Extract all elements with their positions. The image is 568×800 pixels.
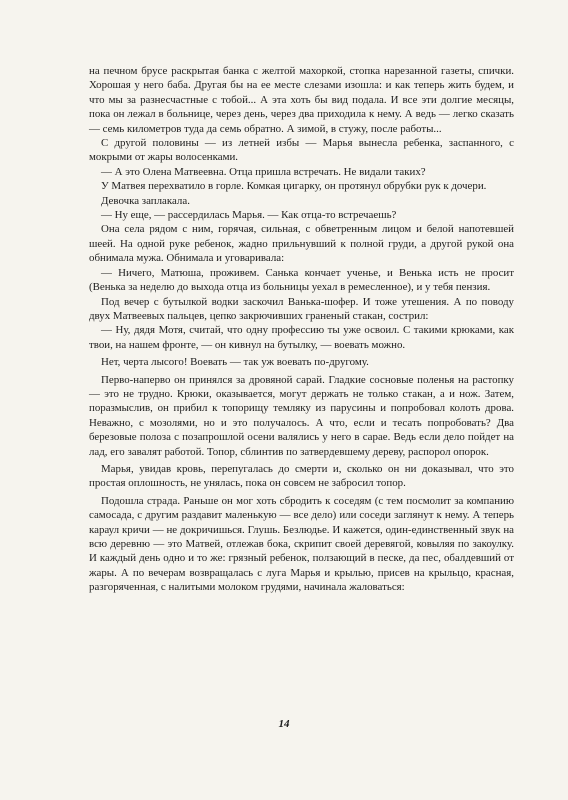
paragraph: Марья, увидав кровь, перепугалась до смерти и, сколько он ни доказывал, что это простая оплошность, не унялась, пока он совсем не забросил топор. [89, 462, 514, 490]
body-text [89, 64, 514, 595]
paragraph: Перво-наперво он принялся за дровяной сарай. Гладкие сосновые поленья на растопку — это не трудно. Крюки, оказывается, могут держать не только стакан, а и нож. Затем, поразмыслив, он прибил к топорищу темляку из парусины и попробовал колоть дрова. Неважно, с мозолями, но и это получалось. А что, если и тесать попробовать? Два березовые полоза с позапрошлой осени валялись у него в сарае. Ведь если дело пойдет на лад, его завалят работой. Топор, сблинтив по затвердевшему дереву, распорол опорок. [89, 373, 514, 458]
paragraph: — Ну, дядя Мотя, считай, что одну профессию ты уже освоил. С такими крюками, как твои, на нашем фронте, — он кивнул на бутылку, — воевать можно. [89, 324, 514, 351]
paragraph: Под вечер с бутылкой водки заскочил Ванька-шофер. И тоже утешения. А по поводу двух Матвеевых пальцев, цепко закрючивших граненый стакан, сострил: [89, 295, 514, 322]
page-number: 14 [278, 718, 290, 730]
paragraph: Девочка заплакала. [101, 194, 190, 207]
paragraph: Подошла страда. Раньше он мог хоть сбродить к соседям (с тем посмолит за компанию самосада, с другим раздавит маленькую — все дело) или соседи заглянут к нему. А теперь караул кричи — не докричишься. Глушь. Безлюдье. И кажется, один-единственный звук на всю деревню — это Матвей, отлежав бока, скрипит своей деревягой, ковыляя по закоулку. И каждый день одно и то же: грязный ребенок, ползающий в песке, да пес, обалдевший от жары. А по вечерам возвращалась с луга Марья и крылью, присев на крыльцо, красная, разгоряченная, с налитыми молоком грудями, начинала жаловаться: [89, 494, 514, 594]
paragraph: У Матвея перехватило в горле. Комкая цигарку, он протянул обрубки рук к дочери. [101, 180, 487, 193]
paragraph: Она села рядом с ним, горячая, сильная, с обветренным лицом и белой напотевшей шеей. На одной руке ребенок, жадно прильнувший к полной груди, а другой рукой она обнимала мужа. Обнимала и уговаривала: [89, 223, 514, 265]
paragraph: на печном брусе раскрытая банка с желтой махоркой, стопка нарезанной газеты, спички. Хорошая у него баба. Другая бы на ее месте слезами изошла: и как теперь жить будем, и что мы за разнесчастные с тобой... А эта хоть бы вид подала. И все эти долгие месяцы, пока он лежал в больнице, через день, через два приходила к нему. А ведь — легко сказать — семь километров туда да семь обратно. А зимой, в стужу, после работы... [89, 65, 514, 135]
paragraph: С другой половины — из летней избы — Марья вынесла ребенка, заспанного, с мокрыми от жары волосенками. [89, 137, 514, 164]
paragraph: — Ну еще, — рассердилась Марья. — Как отца-то встречаешь? [101, 209, 397, 222]
paragraph: Нет, черта лысого! Воевать — так уж воевать по-другому. [101, 356, 369, 369]
paragraph: — Ничего, Матюша, проживем. Санька кончает ученье, и Венька исть не просит (Венька за неделю до выхода отца из больницы уехал в ремесленное), и у тебя пензия. [89, 266, 514, 294]
paragraph: — А это Олена Матвеевна. Отца пришла встречать. Не видали таких? [101, 165, 426, 178]
